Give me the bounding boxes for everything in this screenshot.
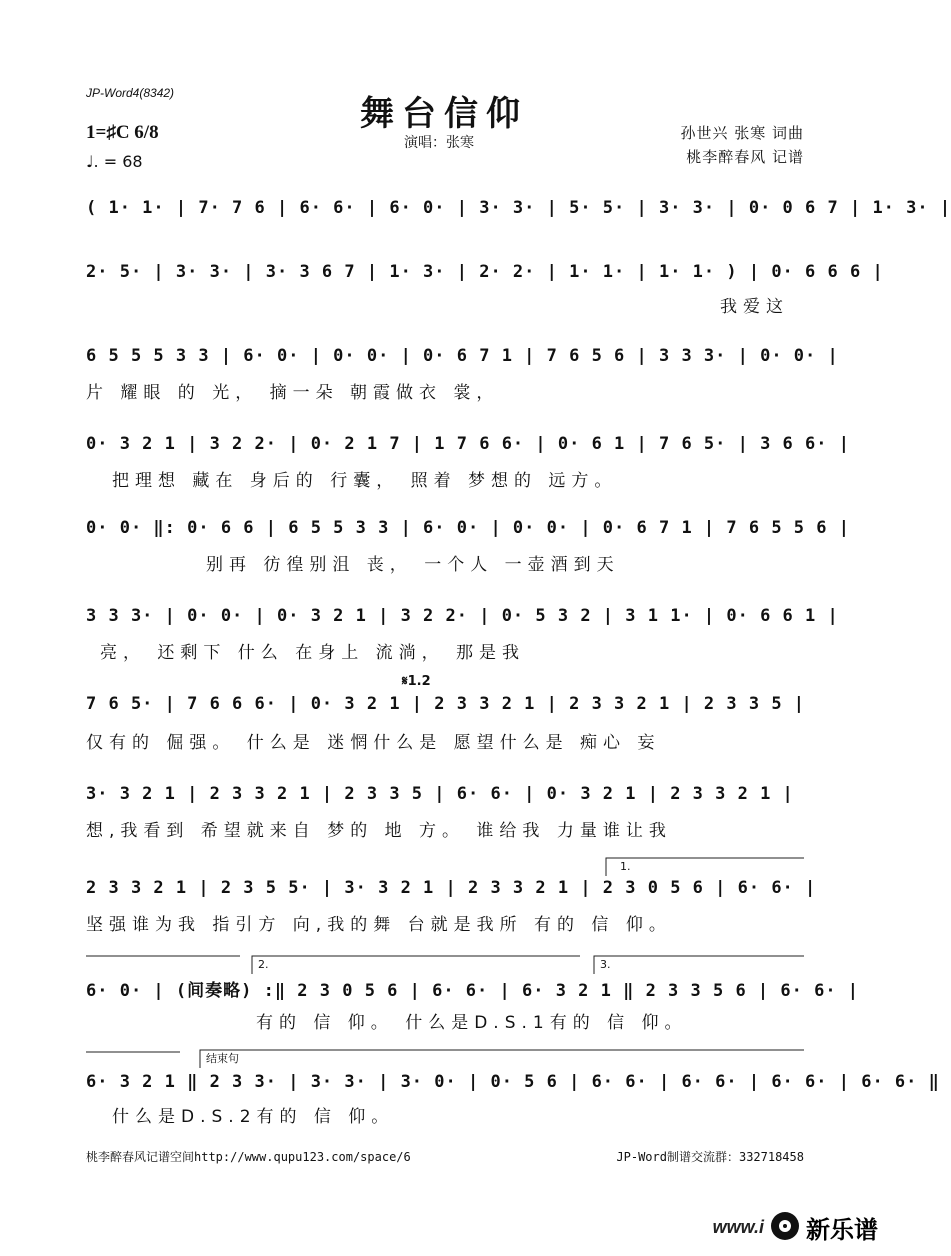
notes-row-10: 6· 0· | (间奏略) :‖ 2 3 0 5 6 | 6· 6· | 6· 3 2 1 ‖ 2 3 3 5 6 | 6· 6· | [86,981,860,1001]
volta-2-label: 2. [258,958,269,971]
lyrics-row-8: 想,我看到 希望就来自 梦的 地 方。 谁给我 力量谁让我 [86,821,672,841]
lyrics-row-4: 把理想 藏在 身后的 行囊， 照着 梦想的 远方。 [112,471,618,491]
lyrics-row-11: 什么是D.S.2有的 信 仰。 [112,1107,395,1127]
notes-row-5: 0· 0· ‖: 0· 6 6 | 6 5 5 3 3 | 6· 0· | 0· 0· | 0· 6 7 1 | 7 6 5 5 6 | [86,518,850,538]
notes-row-7: 7 6 5· | 7 6 6 6· | 0· 3 2 1 | 2 3 3 2 1 | 2 3 3 2 1 | 2 3 3 5 | [86,694,806,714]
footer-left: 桃李醉春风记谱空间http://www.qupu123.com/space/6 [86,1150,411,1164]
page-title: 舞台信仰 [360,94,528,134]
notes-row-2: 2· 5· | 3· 3· | 3· 3 6 7 | 1· 3· | 2· 2· | 1· 1· | 1· 1· ) | 0· 6 6 6 | [86,262,884,282]
volta-1-label: 1. [620,860,631,873]
key-signature: 1=♯C 6/8 [86,122,159,143]
notes-row-1: ( 1· 1· | 7· 7 6 | 6· 6· | 6· 0· | 3· 3· | 5· 5· | 3· 3· | 0· 0 6 7 | 1· 3· | [86,198,951,218]
credit-transcriber: 桃李醉春风 记谱 [686,148,804,166]
watermark [713,1210,878,1245]
source-label: JP-Word4(8342) [86,86,175,100]
segno-marker: 𝄋1.2 [402,674,431,689]
singer-label: 演唱：张寒 [404,135,474,151]
lyrics-row-10: 有的 信 仰。 什么是D.S.1有的 信 仰。 [256,1013,688,1033]
credit-lyrics-music: 孙世兴 张寒 词曲 [680,124,804,142]
notes-row-4: 0· 3 2 1 | 3 2 2· | 0· 2 1 7 | 1 7 6 6· | 0· 6 1 | 7 6 5· | 3 6 6· | [86,434,850,454]
coda-label: 结束句 [206,1052,239,1065]
lyrics-row-5: 别再 彷徨别沮 丧， 一个人 一壶酒到天 [206,555,620,575]
lyrics-row-6: 亮， 还剩下 什么 在身上 流淌， 那是我 [100,643,526,663]
notes-row-3: 6 5 5 5 3 3 | 6· 0· | 0· 0· | 0· 6 7 1 | 7 6 5 6 | 3 3 3· | 0· 0· | [86,346,839,366]
record-icon [770,1211,800,1245]
lyrics-row-2: 我爱这 [720,297,789,317]
notes-row-11: 6· 3 2 1 ‖ 2 3 3· | 3· 3· | 3· 0· | 0· 5 6 | 6· 6· | 6· 6· | 6· 6· | 6· 6· ‖ [86,1072,940,1092]
notes-row-8: 3· 3 2 1 | 2 3 3 2 1 | 2 3 3 5 | 6· 6· | 0· 3 2 1 | 2 3 3 2 1 | [86,784,794,804]
notes-row-6: 3 3 3· | 0· 0· | 0· 3 2 1 | 3 2 2· | 0· 5 3 2 | 3 1 1· | 0· 6 6 1 | [86,606,839,626]
watermark-url: www.i [712,1217,764,1237]
volta-3-label: 3. [600,958,611,971]
watermark-logo: 新乐谱 [806,1216,878,1244]
lyrics-row-9: 坚强谁为我 指引方 向,我的舞 台就是我所 有的 信 仰。 [86,915,672,935]
lyrics-row-7: 仅有的 倔强。 什么是 迷惘什么是 愿望什么是 痴心 妄 [86,733,661,753]
notes-row-9: 2 3 3 2 1 | 2 3 5 5· | 3· 3 2 1 | 2 3 3 2 1 | 2 3 0 5 6 | 6· 6· | [86,878,817,898]
tempo-marking: ♩. = 68 [86,152,143,171]
lyrics-row-3: 片 耀眼 的 光， 摘一朵 朝霞做衣 裳， [86,383,500,403]
footer-right: JP-Word制谱交流群：332718458 [616,1150,804,1164]
